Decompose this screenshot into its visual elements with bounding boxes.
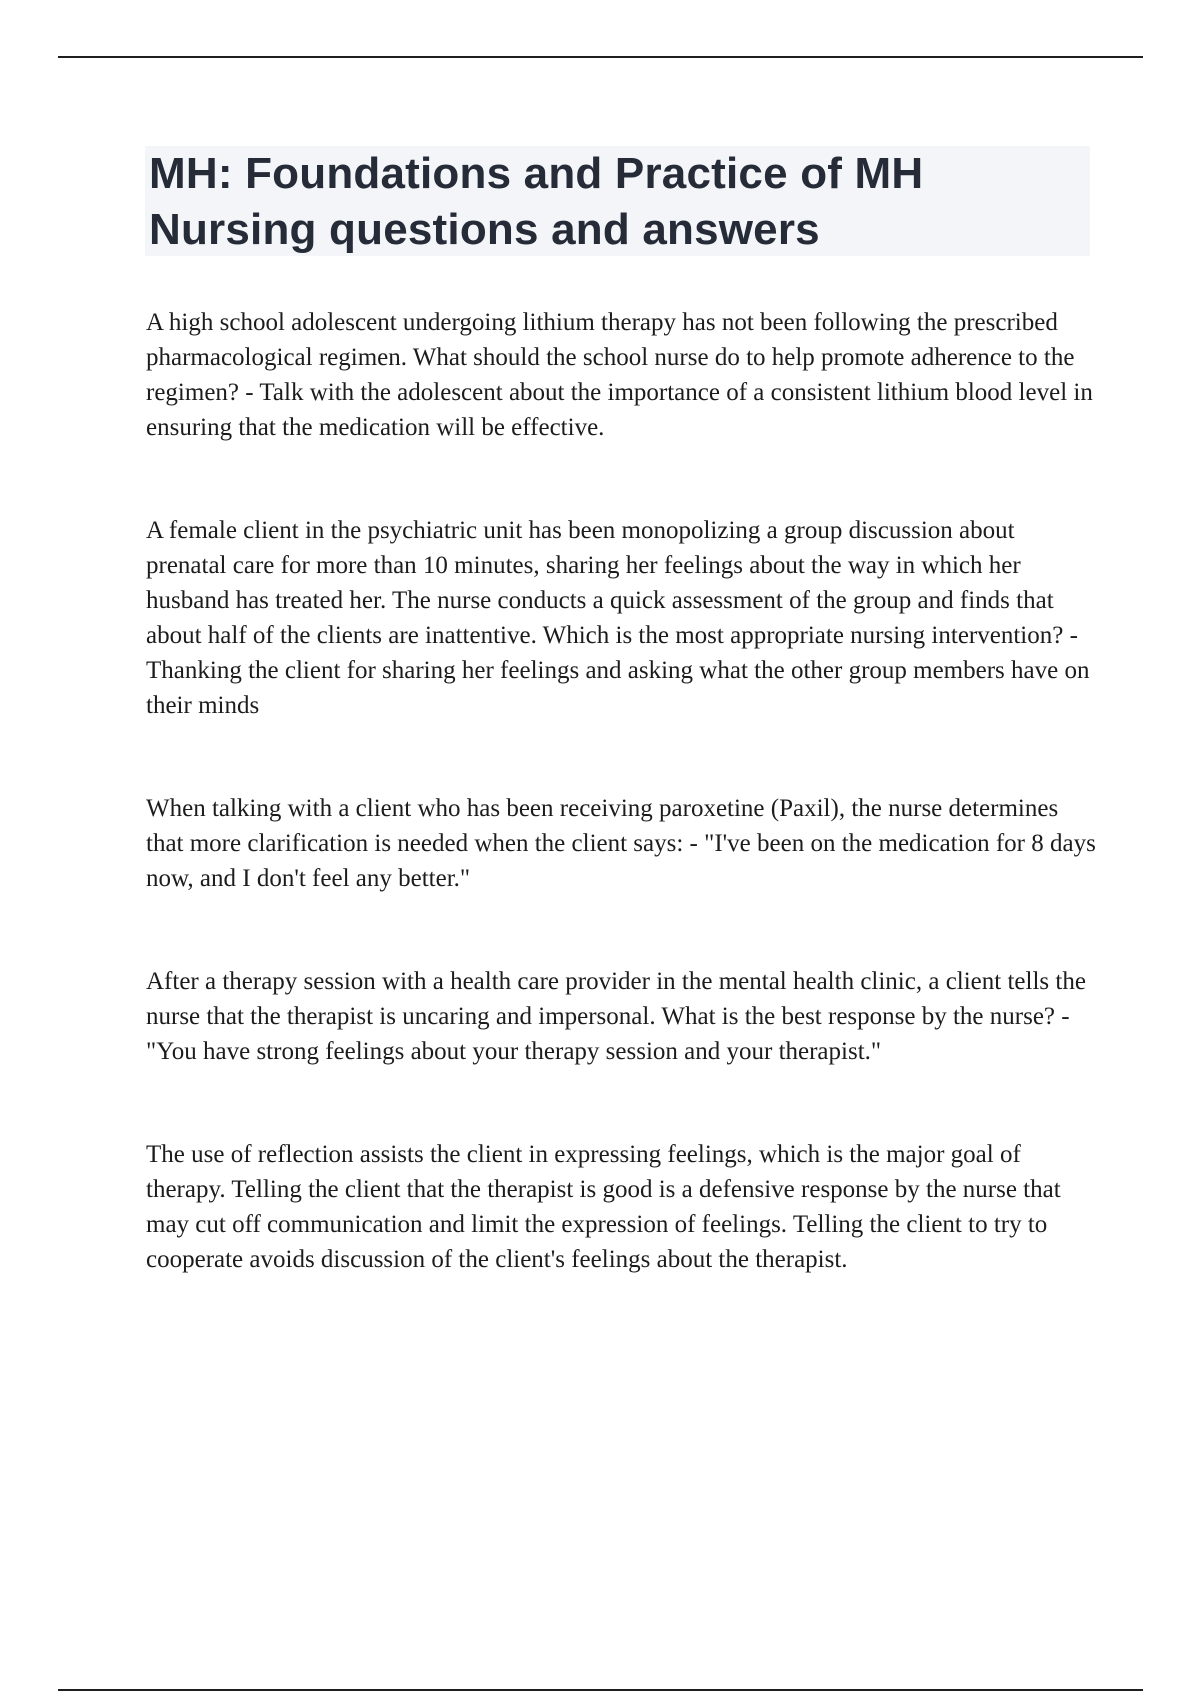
rationale-paragraph: The use of reflection assists the client in expressing feelings, which is the major goal of therapy. Telling the client that the therapist is good is a defensive response by the nurse that may cut off communication and limit the expression of feelings. Telling the client to try to cooperate avoids discussion of the client's feelings about the therapist.: [146, 1141, 1061, 1273]
qa-entry: When talking with a client who has been receiving paroxetine (Paxil), the nurse determines that more clarification is needed when the client says: - "I've been on the medication for 8 days now, and I don't feel any better.": [146, 795, 1096, 892]
qa-entry: A high school adolescent undergoing lithium therapy has not been following the prescribed pharmacological regimen. What should the school nurse do to help promote adherence to the regimen? - Talk with the adolescent about the importance of a consistent lithium blood level in ensuring that the medication will be effective.: [146, 309, 1093, 441]
bottom-divider: [58, 1689, 1143, 1691]
qa-list: [146, 305, 1096, 1277]
page-title: MH: Foundations and Practice of MH Nursing questions and answers: [149, 149, 924, 254]
qa-entry: After a therapy session with a health care provider in the mental health clinic, a client tells the nurse that the therapist is uncaring and impersonal. What is the best response by the nurse? - "You have strong feelings about your therapy session and your therapist.": [146, 968, 1086, 1065]
qa-entry: A female client in the psychiatric unit has been monopolizing a group discussion about prenatal care for more than 10 minutes, sharing her feelings about the way in which her husband has treated her. The nurse conducts a quick assessment of the group and finds that about half of the clients are inattentive. Which is the most appropriate nursing intervention? - Thanking the client for sharing her feelings and asking what the other group members have on their minds: [146, 517, 1090, 719]
title-banner: [145, 146, 1090, 256]
top-divider: [58, 56, 1143, 58]
